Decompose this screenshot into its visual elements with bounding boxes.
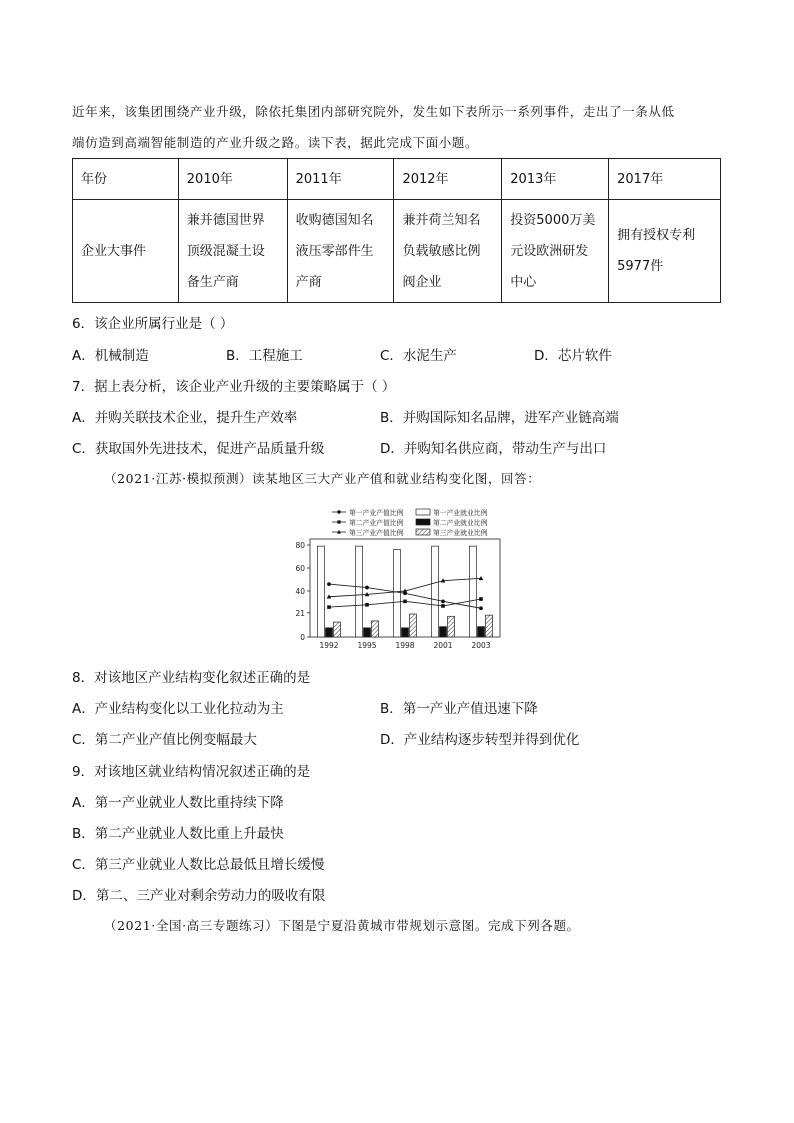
header-cell: 年份: [73, 159, 179, 200]
bar-3: [410, 614, 417, 637]
line-point: [327, 605, 331, 609]
event-cell-2013: [502, 200, 609, 303]
line-point: [441, 604, 445, 608]
event-cell-2012: [394, 200, 502, 303]
q9-option-b[interactable]: B．第二产业就业人数比重上升最快: [72, 826, 284, 842]
q6-option-d[interactable]: D．芯片软件: [534, 348, 612, 364]
event-text: 阀企业: [402, 274, 442, 290]
header-cell: 2017年: [609, 159, 721, 200]
passage-2: （2021·江苏·模拟预测）读某地区三大产业产值和就业结构变化图，回答：: [104, 471, 541, 486]
q6-option-b[interactable]: B．工程施工: [226, 348, 303, 364]
q8-option-b[interactable]: B．第一产业产值迅速下降: [380, 701, 538, 717]
legend-label: 第二产业就业比例: [433, 519, 488, 527]
event-text: 拥有授权专利: [617, 228, 696, 243]
bar-2: [364, 628, 371, 637]
header-cell: 2013年: [502, 159, 609, 200]
y-tick-label: 21: [295, 608, 305, 618]
event-cell-2010: [178, 200, 287, 303]
event-text: 元设欧洲研发: [510, 243, 589, 259]
table-row: [73, 200, 721, 303]
q6-option-a[interactable]: A．机械制造: [72, 348, 149, 364]
event-text: 中心: [510, 274, 537, 290]
legend-label: 第一产业就业比例: [433, 509, 488, 517]
row-label: 企业大事件: [73, 200, 179, 303]
q8-option-a[interactable]: A．产业结构变化以工业化拉动为主: [72, 701, 284, 717]
event-text: 负载敏感比例: [402, 243, 481, 259]
bar-2: [326, 628, 333, 637]
event-text: 兼并德国世界: [186, 212, 265, 228]
header-cell: 2012年: [394, 159, 502, 200]
event-text: 备生产商: [186, 274, 239, 290]
chart-legend: [332, 508, 488, 537]
q8-option-d[interactable]: D．产业结构逐步转型并得到优化: [380, 732, 580, 748]
bar-2: [440, 627, 447, 637]
q9-option-a[interactable]: A．第一产业就业人数比重持续下降: [72, 795, 284, 811]
q7-stem: 7．据上表分析，该企业产业升级的主要策略属于（ ）: [72, 379, 396, 395]
event-text: 兼并荷兰知名: [402, 212, 481, 228]
event-text: 液压零部件生: [295, 243, 374, 259]
bar-1: [394, 550, 401, 637]
event-text: 顶级混凝土设: [186, 243, 265, 259]
q8-option-c[interactable]: C．第二产业产值比例变幅最大: [72, 732, 257, 748]
legend-swatch: [416, 529, 430, 535]
q9-option-c[interactable]: C．第三产业就业人数比总最低且增长缓慢: [72, 857, 325, 873]
q9-stem: 9．对该地区就业结构情况叙述正确的是: [72, 764, 311, 780]
event-cell-2011: [287, 200, 394, 303]
table-header-row: [73, 159, 721, 200]
chart-lines: [327, 576, 484, 610]
event-text: 产商: [295, 274, 322, 290]
q6-option-c[interactable]: C．水泥生产: [380, 348, 457, 364]
intro-line-2: 端仿造到高端智能制造的产业升级之路。读下表，据此完成下面小题。: [72, 135, 479, 150]
legend-label: 第三产业就业比例: [433, 529, 488, 537]
y-tick-label: 80: [295, 541, 305, 550]
bar-3: [372, 621, 379, 637]
q7-option-a[interactable]: A．并购关联技术企业，提升生产效率: [72, 410, 298, 426]
y-tick-label: 0: [300, 633, 305, 642]
passage-3: （2021·全国·高三专题练习）下图是宁夏沿黄城市带规划示意图。完成下列各题。: [104, 918, 580, 933]
bar-3: [486, 615, 493, 637]
legend-label: 第三产业产值比例: [349, 529, 404, 537]
bar-1: [432, 546, 439, 637]
bar-3: [448, 616, 455, 637]
x-tick-label: 2003: [471, 641, 491, 650]
q8-stem: 8．对该地区产业结构变化叙述正确的是: [72, 670, 311, 686]
bar-1: [318, 546, 325, 637]
event-cell-2017: [609, 200, 721, 303]
events-table: [72, 158, 721, 303]
x-tick-label: 2001: [433, 641, 453, 650]
q9-option-d[interactable]: D．第二、三产业对剩余劳动力的吸收有限: [72, 888, 326, 904]
line-point: [365, 586, 369, 590]
legend-marker: [337, 520, 340, 523]
q7-option-b[interactable]: B．并购国际知名品牌，进军产业链高端: [380, 410, 619, 426]
line-point: [479, 597, 483, 601]
y-tick-label: 60: [295, 564, 305, 573]
x-tick-label: 1995: [357, 641, 377, 650]
q7-option-c[interactable]: C．获取国外先进技术，促进产品质量升级: [72, 441, 325, 457]
line-point: [441, 599, 445, 603]
x-tick-label: 1998: [395, 641, 415, 650]
event-text: 5977件: [617, 259, 664, 274]
line-point: [327, 582, 331, 586]
legend-swatch: [416, 509, 430, 515]
event-text: 投资5000万美: [510, 212, 596, 228]
line-point: [365, 603, 369, 607]
legend-swatch: [416, 519, 430, 525]
bar-1: [356, 546, 363, 637]
legend-label: 第一产业产值比例: [349, 509, 404, 517]
x-tick-label: 1992: [319, 641, 339, 650]
line-point: [403, 600, 407, 604]
event-text: 收购德国知名: [295, 212, 374, 228]
bar-3: [334, 622, 341, 637]
header-cell: 2010年: [178, 159, 287, 200]
q6-stem: 6．该企业所属行业是（ ）: [72, 316, 234, 332]
bar-2: [402, 628, 409, 637]
line-point: [479, 606, 483, 610]
legend-marker: [337, 510, 340, 513]
intro-line-1: 近年来，该集团围绕产业升级，除依托集团内部研究院外，发生如下表所示一系列事件，走出了一条从低: [72, 104, 675, 119]
legend-label: 第二产业产值比例: [349, 519, 404, 527]
industry-structure-chart: [286, 505, 510, 653]
series-line-1: [329, 584, 481, 608]
q7-option-d[interactable]: D．并购知名供应商，带动生产与出口: [380, 441, 607, 457]
bar-1: [470, 546, 477, 637]
y-tick-label: 40: [295, 587, 305, 596]
bar-2: [478, 627, 485, 637]
header-cell: 2011年: [287, 159, 394, 200]
